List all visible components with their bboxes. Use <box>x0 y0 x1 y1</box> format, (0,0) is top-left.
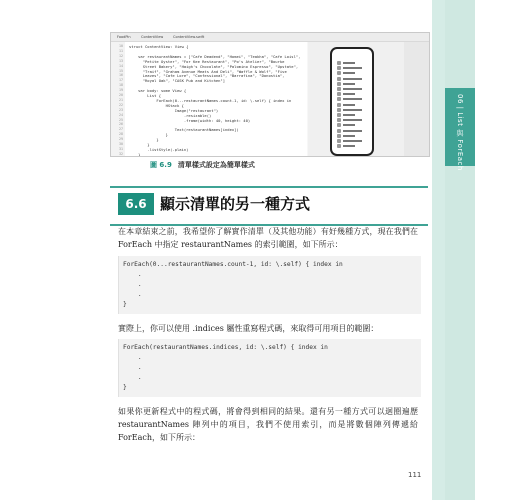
editor-code-line: HStack { <box>129 102 184 108</box>
line-number: 17 <box>119 78 123 83</box>
line-number: 30 <box>119 142 123 146</box>
code-line: } <box>123 301 127 308</box>
line-number: 16 <box>119 73 123 78</box>
editor-code-line: } <box>129 137 159 143</box>
xcode-toolbar <box>111 33 429 42</box>
line-number: 28 <box>119 132 123 137</box>
line-number: 18 <box>119 83 123 88</box>
code-line: } <box>123 384 127 391</box>
line-number: 24 <box>119 112 123 117</box>
editor-code-line: "Traif", "Graham Avenue Meats And Deli", "Waffle & Wolf", "Five <box>129 68 287 74</box>
page-number: 111 <box>408 471 422 479</box>
editor-code-line: } <box>129 151 141 157</box>
restaurant-thumbnail-icon <box>337 113 341 117</box>
editor-code-line: struct ContentView: View { <box>129 44 189 49</box>
canvas-preview <box>308 42 429 156</box>
editor-code-line: Text(restaurantNames[index]) <box>129 127 239 133</box>
editor-code-line: ForEach(0...restaurantNames.count-1, id: \.self) { index in <box>129 97 292 103</box>
code-line: . <box>123 281 142 288</box>
restaurant-thumbnail-icon <box>337 66 341 70</box>
line-number: 11 <box>119 48 123 53</box>
restaurant-thumbnail-icon <box>337 97 341 101</box>
chapter-tab-label: 06 | List 與 ForEach <box>456 94 464 171</box>
restaurant-thumbnail-icon <box>337 61 341 65</box>
restaurant-thumbnail-icon <box>337 118 341 122</box>
preview-list-row <box>337 144 367 149</box>
figure-caption-text: 清單樣式設定為簡單樣式 <box>177 161 255 169</box>
preview-row-text <box>343 130 362 132</box>
editor-code-line: } <box>129 142 150 147</box>
line-number: 10 <box>119 44 123 48</box>
code-line: . <box>123 354 142 361</box>
line-number: 19 <box>119 88 123 93</box>
preview-row-text <box>343 67 362 69</box>
editor-code-line: "Petite Oyster", "For Kee Restaurant", "Po's Atelier", "Bourke <box>129 58 285 64</box>
line-number: 31 <box>119 146 123 151</box>
editor-code-line: Image("restaurant") <box>129 107 219 113</box>
chapter-side-tab <box>445 0 475 500</box>
preview-sidebar <box>404 42 429 156</box>
figure-caption <box>150 160 255 170</box>
editor-code-line: var restaurantNames = ["Cafe Deadend", "Homei", "Teakha", "Cafe Loisl", <box>129 53 301 59</box>
line-number: 32 <box>119 151 123 156</box>
preview-row-text <box>343 145 355 147</box>
editor-code-line: .resizable() <box>129 112 212 118</box>
code-line: . <box>123 291 142 298</box>
code-block-range <box>118 256 421 314</box>
toolbar-tab: ContentView.swift <box>173 35 205 39</box>
restaurant-thumbnail-icon <box>337 129 341 133</box>
preview-row-text <box>343 88 362 90</box>
restaurant-thumbnail-icon <box>337 139 341 143</box>
restaurant-thumbnail-icon <box>337 92 341 96</box>
preview-row-text <box>343 114 355 116</box>
preview-row-text <box>343 98 362 100</box>
paragraph-alternative: 如果你更新程式中的程式碼，將會得到相同的結果。還有另一種方式可以迴圈遍歷 restaurantNames 陣列中的項目，我們不使用索引，而是將數個陣列傳遞給 ForEach，如下所示： <box>118 407 418 442</box>
xcode-screenshot-figure <box>110 32 430 157</box>
line-number: 25 <box>119 117 123 122</box>
code-line: . <box>123 271 142 278</box>
iphone-preview <box>330 47 374 156</box>
preview-row-text <box>343 135 355 137</box>
paragraph-indices: 實際上，你可以使用 .indices 屬性重寫程式碼，來取得可用項目的範圍： <box>118 324 379 333</box>
line-number: 13 <box>119 58 123 63</box>
line-number: 14 <box>119 63 123 68</box>
figure-number: 圖 6.9 <box>150 161 172 169</box>
restaurant-thumbnail-icon <box>337 82 341 86</box>
toolbar-tab: FoodPin <box>117 35 131 39</box>
preview-row-text <box>343 104 355 106</box>
editor-code-line: Street Bakery", "Haigh's Chocolate", "Palomino Espresso", "Upstate", <box>129 63 299 69</box>
restaurant-thumbnail-icon <box>337 103 341 107</box>
code-line: . <box>123 364 142 371</box>
section-number: 6.6 <box>118 193 154 215</box>
preview-row-text <box>343 119 362 121</box>
preview-row-text <box>343 62 355 64</box>
preview-row-text <box>343 72 355 74</box>
toolbar-tab: ContentView <box>141 35 164 39</box>
line-number: 27 <box>119 127 123 132</box>
restaurant-thumbnail-icon <box>337 134 341 138</box>
side-strip <box>432 0 445 500</box>
restaurant-thumbnail-icon <box>337 123 341 127</box>
editor-code-line: .listStyle(.plain) <box>129 146 189 152</box>
restaurant-thumbnail-icon <box>337 77 341 81</box>
section-title: 顯示清單的另一種方式 <box>160 195 311 213</box>
line-number: 21 <box>119 97 123 102</box>
preview-row-text <box>343 83 355 85</box>
code-block-indices <box>118 339 421 397</box>
restaurant-thumbnail-icon <box>337 108 341 112</box>
paragraph-intro: 在本章結束之前，我希望你了解實作清單（及其他功能）有好幾種方式，現在我們在 ForEach 中指定 restaurantNames 的索引範圍，如下所示： <box>118 227 418 249</box>
preview-row-text <box>343 140 362 142</box>
restaurant-thumbnail-icon <box>337 144 341 148</box>
line-number: 12 <box>119 53 123 58</box>
code-editor <box>111 42 307 156</box>
editor-code-line: Leaves", "Cafe Lore", "Confessional", "Barrafina", "Donostia", <box>129 73 285 79</box>
preview-row-text <box>343 109 362 111</box>
code-line: ForEach(restaurantNames.indices, id: \.self) { index in <box>123 344 328 351</box>
line-number: 29 <box>119 137 123 142</box>
editor-code-line: List { <box>129 93 162 98</box>
editor-code-line: } <box>129 132 168 138</box>
editor-code-line: .frame(width: 40, height: 40) <box>129 117 251 123</box>
code-line: ForEach(0...restaurantNames.count-1, id: \.self) { index in <box>123 261 343 268</box>
preview-row-text <box>343 78 362 80</box>
line-number: 26 <box>119 122 123 127</box>
preview-row-text <box>343 124 355 126</box>
editor-code-line: var body: some View { <box>129 88 187 94</box>
line-number: 22 <box>119 102 123 107</box>
preview-row-text <box>343 93 355 95</box>
line-number: 23 <box>119 107 123 112</box>
code-line: . <box>123 374 142 381</box>
editor-code-line: "Royal Oak", "CASK Pub and Kitchen"] <box>129 78 226 84</box>
restaurant-thumbnail-icon <box>337 87 341 91</box>
line-number: 20 <box>119 93 123 97</box>
restaurant-thumbnail-icon <box>337 71 341 75</box>
line-number: 15 <box>119 68 123 73</box>
